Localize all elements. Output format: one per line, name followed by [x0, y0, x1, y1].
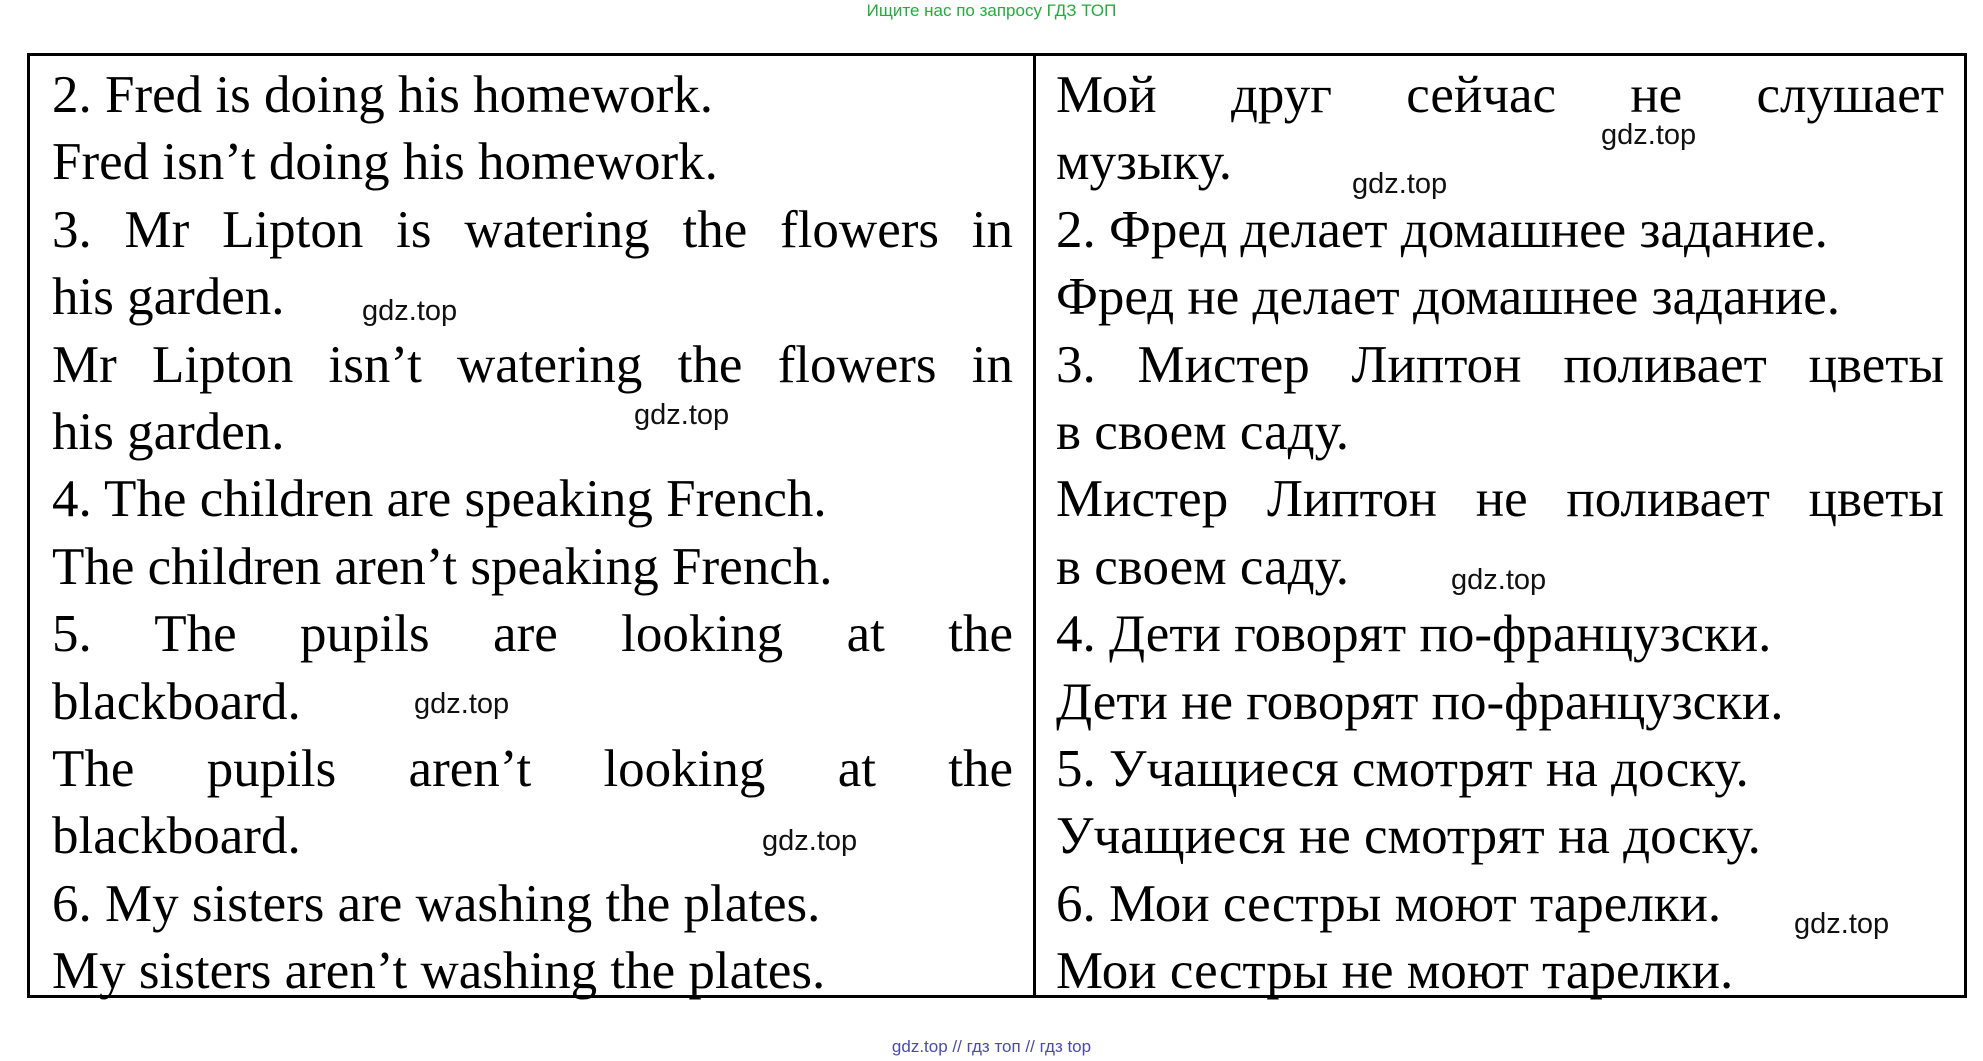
english-line: 4. The children are speaking French. [52, 470, 827, 529]
russian-line: 6. Мои сестры моют тарелки. [1056, 874, 1722, 933]
russian-line: музыку. [1056, 133, 1233, 192]
english-line: blackboard. [52, 672, 301, 731]
russian-line: 5. Учащиеся смотрят на доску. [1056, 739, 1749, 798]
russian-line: Мой друг сейчас не слушает [1056, 66, 1944, 124]
english-line: blackboard. [52, 807, 301, 866]
watermark: gdz.top [634, 399, 730, 431]
english-line: 2. Fred is doing his homework. [52, 66, 713, 124]
watermark: gdz.top [762, 825, 858, 857]
english-line: his garden. [52, 268, 285, 327]
russian-line: в своем саду. [1056, 537, 1350, 596]
russian-line: 4. Дети говорят по-французски. [1056, 605, 1772, 664]
english-line: The children aren’t speaking French. [52, 537, 833, 596]
footer-note: gdz.top // гдз топ // гдз top [891, 1037, 1092, 1056]
russian-line: Дети не говорят по-французски. [1056, 672, 1784, 731]
russian-line: Мои сестры не моют тарелки. [1056, 942, 1734, 1001]
watermark: gdz.top [1794, 908, 1890, 940]
english-column [30, 56, 1036, 1001]
english-line: 6. My sisters are washing the plates. [52, 874, 821, 933]
watermark: gdz.top [1352, 168, 1448, 200]
english-line: Fred isn’t doing his homework. [52, 133, 718, 192]
russian-line: Мистер Липтон не поливает цветы [1056, 470, 1944, 529]
english-line: My sisters aren’t washing the plates. [52, 942, 826, 1001]
english-line: Mr Lipton isn’t watering the flowers in [52, 335, 1013, 394]
russian-line: 2. Фред делает домашнее задание. [1056, 200, 1828, 259]
russian-column [1036, 56, 1964, 1001]
watermark: gdz.top [362, 295, 458, 327]
watermark: gdz.top [1601, 119, 1697, 151]
english-line: his garden. [52, 402, 285, 461]
watermark: gdz.top [1451, 564, 1547, 596]
watermark: gdz.top [414, 688, 510, 720]
english-line: The pupils aren’t looking at the [52, 739, 1013, 798]
russian-line: в своем саду. [1056, 402, 1350, 461]
russian-line: 3. Мистер Липтон поливает цветы [1056, 335, 1944, 394]
russian-line: Фред не делает домашнее задание. [1056, 268, 1841, 327]
english-line: 3. Mr Lipton is watering the flowers in [52, 200, 1013, 259]
translation-table [27, 53, 1967, 1001]
header-note: Ищите нас по запросу ГДЗ ТОП [866, 1, 1117, 20]
english-line: 5. The pupils are looking at the [52, 605, 1013, 664]
russian-line: Учащиеся не смотрят на доску. [1056, 807, 1761, 866]
